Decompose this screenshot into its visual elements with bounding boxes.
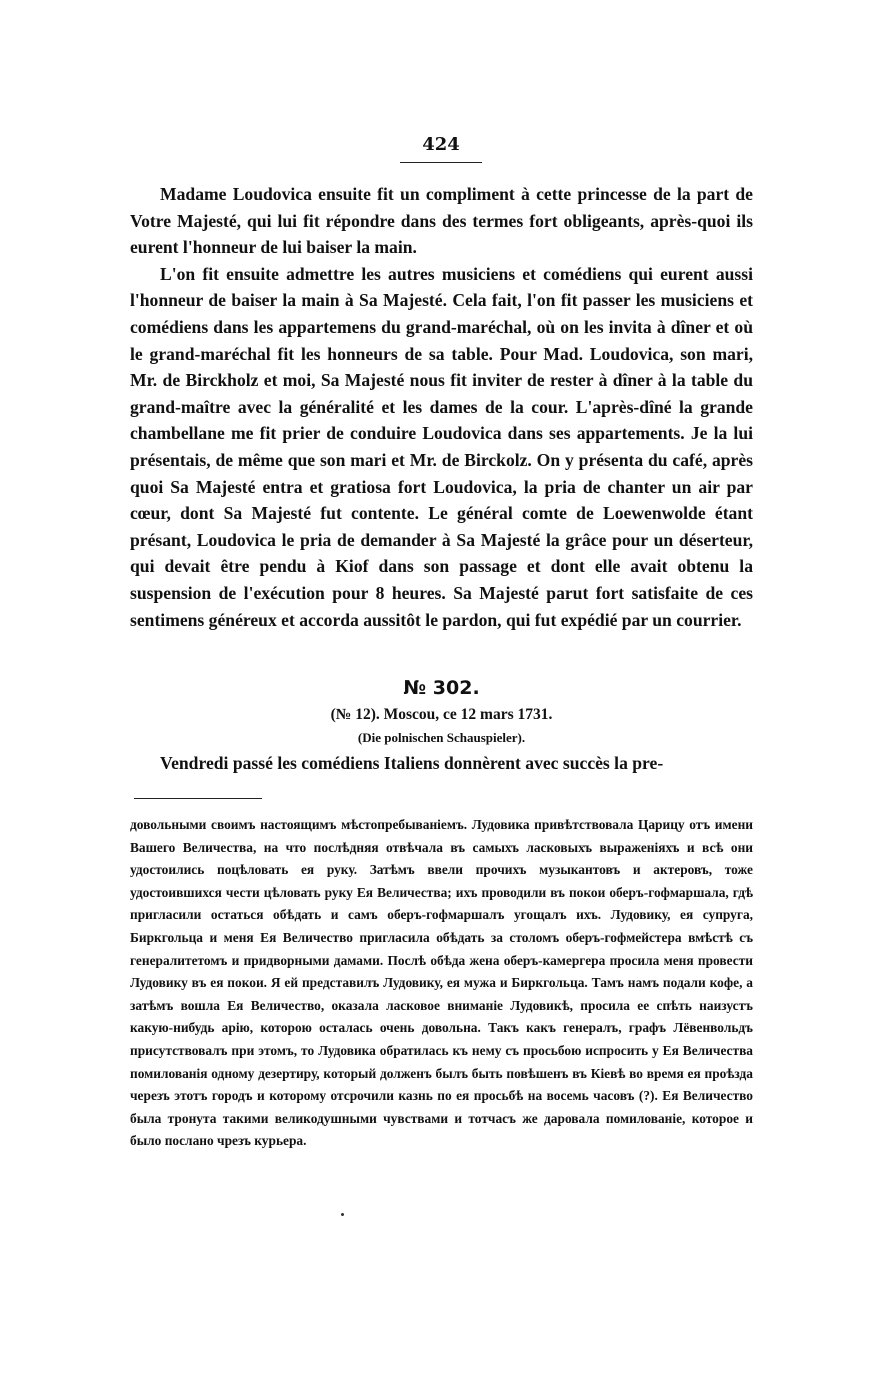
page-number-rule: [400, 162, 482, 163]
document-number: № 302.: [403, 677, 480, 699]
document-dateline: (№ 12). Moscou, ce 12 mars 1731.: [330, 706, 553, 723]
document-subject: (Die polnischen Schauspieler).: [357, 730, 526, 745]
russian-translation: довольными своимъ настоящимъ мѣстопребываніемъ. Лудовика привѣтствовала Царицу отъ имени Вашего Величества, на что послѣдняя отвѣчала въ самыхъ ласковыхъ выраженіяхъ и всѣ они удостоились поцѣловать ея руку. Затѣмъ ввели прочихъ музыкантовъ и актеровъ, тоже удостоившихся чести цѣловать руку Ея Величества; ихъ проводили въ покои оберъ-гофмаршала, гдѣ пригласили остаться обѣдать и самъ оберъ-гофмаршалъ угощалъ ихъ. Лудовику, ея супруга, Биркгольца и меня Ея Величество пригласила обѣдать за столомъ оберъ-гофмейстера вмѣстѣ съ генералитетомъ и придворными дамами. Послѣ обѣда жена оберъ-камергера просила меня провести Лудовику въ ея покои. Я ей представилъ Лудовику, ея мужа и Биркгольца. Тамъ намъ подали кофе, а затѣмъ вошла Ея Величество, оказала ласковое вниманіе Лудовикѣ, просила ее спѣть наизустъ какую-нибудь арію, которою осталась очень довольна. Такъ какъ генералъ, графъ Лёвенвольдъ присутствовалъ при этомъ, то Лудовика обратилась къ нему съ просьбою испросить у Ея Величества помилованія одному дезертиру, который долженъ былъ быть повѣшенъ въ Кіевѣ во время ея проѣзда черезъ этотъ городъ и которому отсрочили казнь по ея просьбѣ на восемь часовъ (?). Ея Величество была тронута такими великодушными чувствами и тотчасъ же даровала помилованіе, которое и было послано чрезъ курьера.: [130, 817, 753, 1149]
document-opening-line: Vendredi passé les comédiens Italiens donnèrent avec succès la pre-: [160, 753, 664, 773]
french-paragraph-1: Madame Loudovica ensuite fit un compliment à cette princesse de la part de Votre Majesté, qui lui fit répondre dans des termes fort obligeants, après-quoi ils eurent l'honneur de lui baiser la main.: [130, 184, 753, 258]
page-number: 424: [422, 134, 460, 155]
footnote-rule: [134, 798, 262, 799]
french-paragraph-2: L'on fit ensuite admettre les autres musiciens et comédiens qui eurent aussi l'honneur de baiser la main à Sa Majesté. Cela fait, l'on fit passer les musiciens et comédiens dans les appartemens du grand-maréchal, où on les invita à dîner et où le grand-maréchal fit les honneurs de sa table. Pour Mad. Loudovica, son mari, Mr. de Birckholz et moi, Sa Majesté nous fit inviter de rester à dîner à la table du grand-maître avec la généralité et les dames de la cour. L'après-dîné la grande chambellane me fit prier de conduire Loudovica dans ses appartements. Je la lui présentais, de même que son mari et Mr. de Birckolz. On y présenta du café, après quoi Sa Majesté entra et gratiosa fort Loudovica, la pria de chanter un air par cœur, dont Sa Majesté fut contente. Le général comte de Loewenwolde étant présant, Loudovica le pria de demander à Sa Majesté la grâce pour un déserteur, qui devait être pendu à Kiof dans son passage et dont elle avait obtenu la suspension de l'exécution pour 8 heures. Sa Majesté parut fort satisfaite de ces sentimens généreux et accorda aussitôt le pardon, qui fut expédié par un courrier.: [130, 263, 753, 630]
print-speck: [341, 1213, 344, 1216]
french-text-block: [130, 181, 753, 633]
